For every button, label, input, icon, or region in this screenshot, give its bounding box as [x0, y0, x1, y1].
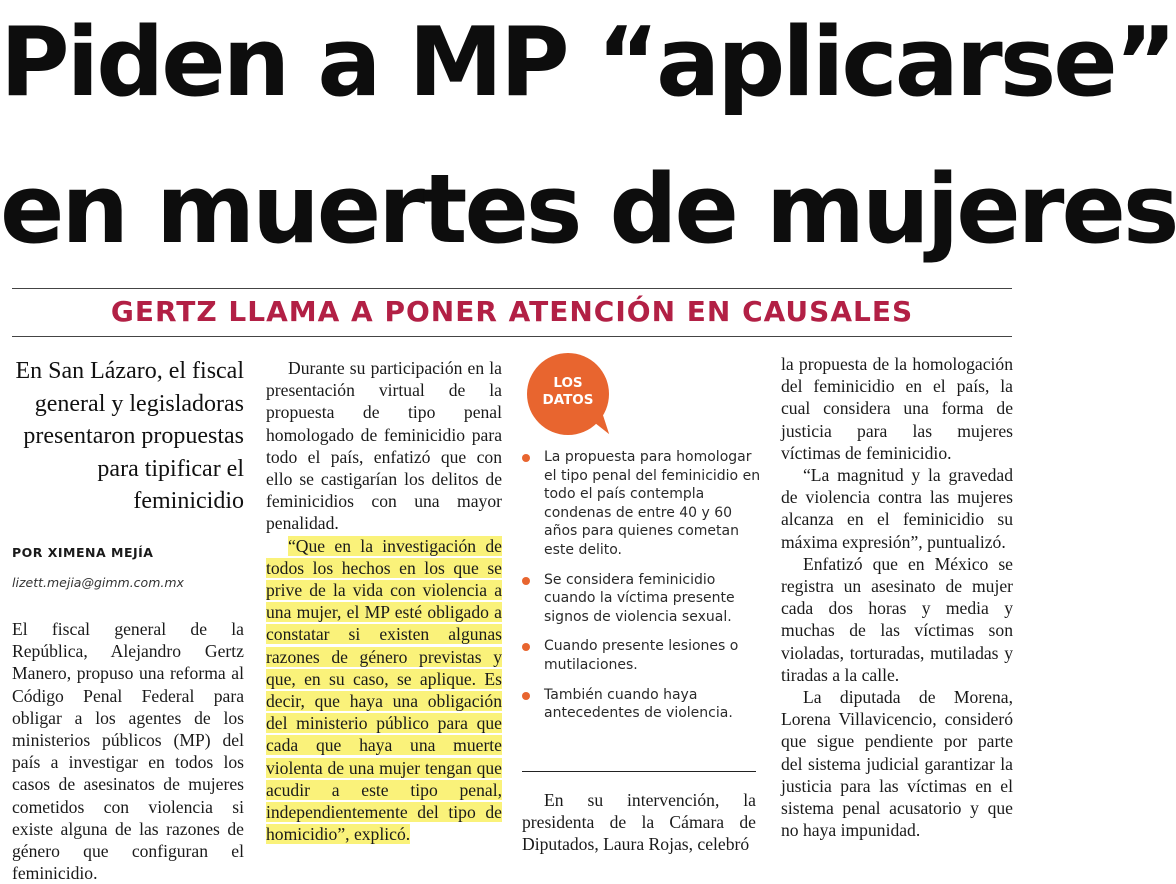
bullet-dot-icon [522, 692, 530, 700]
byline: POR XIMENA MEJÍA [12, 544, 154, 560]
datos-item: Se considera feminicidio cuando la víctima presente signos de violencia sexual. [522, 571, 762, 627]
datos-divider [522, 771, 756, 772]
article-paragraph: “La magnitud y la gravedad de violencia contra las mujeres alcanza en el feminicidio su máxima expresión”, puntualizó. [781, 465, 1013, 552]
article-paragraph: la propuesta de la homologación del feminicidio en el país, la cual considera una forma de justicia para las mujeres víctimas de feminicidio. [781, 354, 1013, 463]
author-email[interactable]: lizett.mejia@gimm.com.mx [12, 574, 184, 590]
datos-item: La propuesta para homologar el tipo penal del feminicidio en todo el país contempla condenas de entre 40 y 60 años para quienes cometan este delito. [522, 448, 762, 560]
subhead-bottom-rule [12, 336, 1012, 337]
article-paragraph: La diputada de Morena, Lorena Villavicencio, consideró que sigue pendiente por parte del sistema judicial garantizar la justicia para las víctimas en el sistema penal acusatorio y que no haya impunidad. [781, 687, 1013, 841]
column-1 [12, 355, 244, 884]
highlighted-quote [266, 535, 502, 846]
bullet-dot-icon [522, 577, 530, 585]
headline-line-1: Piden a MP “aplicarse” [0, 8, 1175, 118]
badge-line-2: DATOS [542, 392, 594, 408]
article-paragraph: Durante su participación en la presentación virtual de la propuesta de tipo penal homologado de feminicidio para todo el país, enfatizó que con ello se castigarían los delitos de feminicidios con una mayor penalidad. [266, 358, 502, 534]
subhead: GERTZ LLAMA A PONER ATENCIÓN EN CAUSALES [110, 295, 914, 328]
datos-item: Cuando presente lesiones o mutilaciones. [522, 637, 762, 674]
deck: En San Lázaro, el fiscal general y legisladoras presentaron propuestas para tipificar el feminicidio [15, 358, 244, 514]
article-paragraph: Enfatizó que en México se registra un asesinato de mujer cada dos horas y media y muchas de las víctimas son violadas, torturadas, mutiladas y tiradas a la calle. [781, 553, 1013, 685]
datos-list [522, 448, 762, 734]
badge-line-1: LOS [553, 375, 583, 391]
quote-text: “Que en la investigación de todos los hechos en los que se prive de la vida con violencia a una mujer, el MP esté obligado a constatar si existen algunas razones de género previstas y que, en su caso, se aplique. Es decir, que haya una obligación del ministerio público para que cada que haya una muerte violenta de una mujer tengan que acudir a este tipo penal, independientemente del tipo de homicidio”, explicó. [266, 535, 502, 845]
datos-item: También cuando haya antecedentes de violencia. [522, 686, 762, 723]
article-paragraph: En su intervención, la presidenta de la Cámara de Diputados, Laura Rojas, celebró [522, 790, 756, 855]
column-3-body [522, 789, 756, 856]
bullet-dot-icon [522, 454, 530, 462]
article-lead-paragraph: El fiscal general de la República, Alejandro Gertz Manero, propuso una reforma al Código Penal Federal para obligar a los agentes de los ministerios públicos (MP) del país a investigar en todos los casos de asesinatos de mujeres cometidos con violencia si existe alguna de las razones de género que configuran el feminicidio. [12, 618, 244, 884]
subhead-top-rule [12, 288, 1012, 289]
column-4 [781, 353, 1013, 841]
column-2 [266, 357, 502, 845]
bullet-dot-icon [522, 643, 530, 651]
headline-line-2: en muertes de mujeres [0, 155, 1176, 265]
